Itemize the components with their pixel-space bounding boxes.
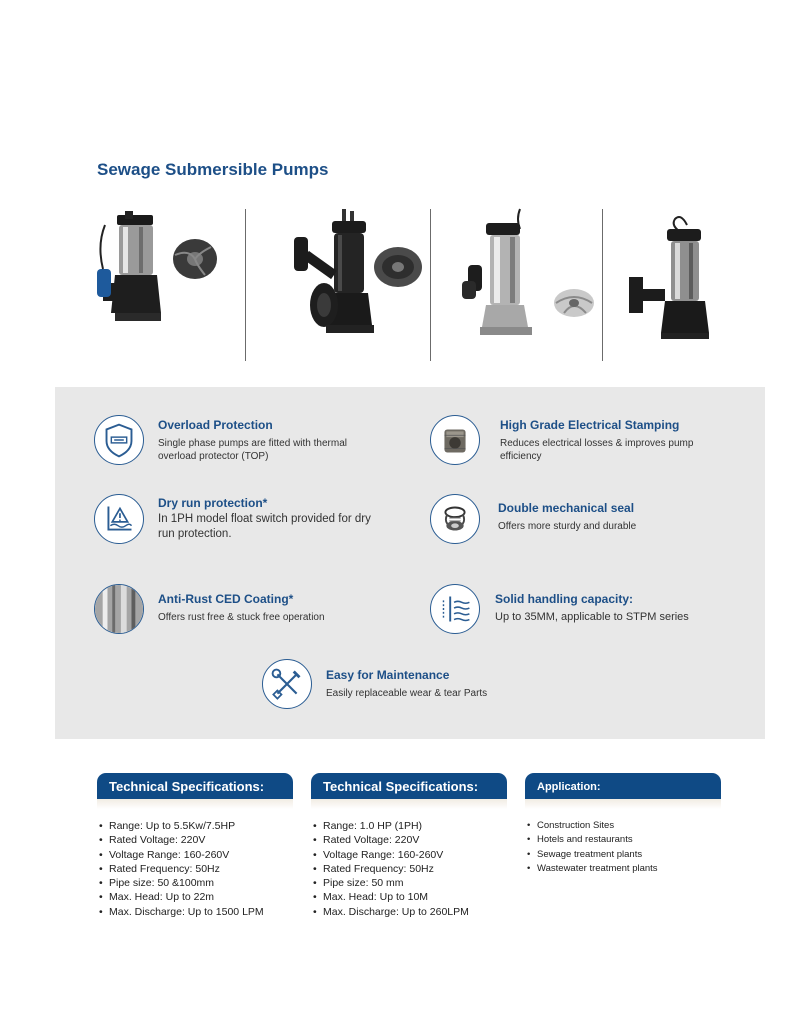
list-item: • Range: 1.0 HP (1PH) [311, 819, 507, 833]
feature-title: Overload Protection [158, 418, 273, 432]
list-item: • Rated Voltage: 220V [97, 833, 293, 847]
spec-card-sewage-pumps [97, 773, 293, 919]
list-item: • Max. Discharge: Up to 1500 LPM [97, 905, 293, 919]
feature-description: Offers rust free & stuck free operation [158, 612, 325, 623]
list-item: • Voltage Range: 160-260V [97, 848, 293, 862]
list-item: • Pipe size: 50 &100mm [97, 876, 293, 890]
spec-heading-shadow [525, 799, 721, 809]
feature-title: Solid handling capacity: [495, 592, 634, 606]
list-item: • Range: Up to 5.5Kw/7.5HP [97, 819, 293, 833]
spec-card-application [525, 773, 721, 876]
list-item: • Max. Head: Up to 10M [311, 890, 507, 904]
list-item: • Rated Voltage: 220V [311, 833, 507, 847]
divider [245, 209, 246, 361]
list-item: • Pipe size: 50 mm [311, 876, 507, 890]
warning-water-level-icon [94, 494, 144, 544]
list-item: • Sewage treatment plants [525, 848, 721, 862]
list-item: • Max. Discharge: Up to 260LPM [311, 905, 507, 919]
spec-card-1hp-pump [311, 773, 507, 919]
divider [430, 209, 431, 361]
spec-list [311, 819, 507, 919]
application-list [525, 819, 721, 876]
divider [602, 209, 603, 361]
spec-list [97, 819, 293, 919]
mechanical-seal-icon [430, 494, 480, 544]
feature-description: In 1PH model float switch provided for dry run protection. [158, 513, 371, 540]
steel-surface-icon [94, 584, 144, 634]
feature-title: Dry run protection* [158, 496, 268, 510]
heavy-duty-sewage-pump-icon [280, 205, 430, 363]
features-panel [55, 387, 765, 739]
list-item: • Rated Frequency: 50Hz [311, 862, 507, 876]
feature-title: Easy for Maintenance [326, 668, 450, 682]
shield-icon [94, 415, 144, 465]
feature-description: Offers more sturdy and durable [498, 521, 637, 532]
cutter-pump-icon [615, 205, 725, 363]
spec-heading-shadow [311, 799, 507, 809]
spec-heading: Technical Specifications: [311, 773, 507, 799]
list-item: • Max. Head: Up to 22m [97, 890, 293, 904]
feature-description: Single phase pumps are fitted with thermal overload protector (TOP) [158, 438, 347, 462]
feature-description: Reduces electrical losses & improves pump efficiency [500, 438, 694, 462]
feature-description: Easily replaceable wear & tear Parts [326, 688, 488, 699]
list-item: • Hotels and restaurants [525, 833, 721, 847]
list-item: • Voltage Range: 160-260V [311, 848, 507, 862]
feature-title: High Grade Electrical Stamping [500, 418, 680, 432]
feature-description: Up to 35MM, applicable to STPM series [495, 611, 689, 623]
product-gallery [95, 205, 725, 363]
solid-flow-icon [430, 584, 480, 634]
list-item: • Construction Sites [525, 819, 721, 833]
feature-title: Anti-Rust CED Coating* [158, 592, 294, 606]
feature-title: Double mechanical seal [498, 501, 635, 515]
sewage-pump-with-float-icon [95, 205, 235, 363]
spec-heading: Technical Specifications: [97, 773, 293, 799]
spec-heading-shadow [97, 799, 293, 809]
stainless-steel-pump-icon [450, 205, 600, 363]
spec-heading: Application: [525, 773, 721, 799]
tools-icon [262, 659, 312, 709]
stamping-core-icon [430, 415, 480, 465]
list-item: • Rated Frequency: 50Hz [97, 862, 293, 876]
page-title: Sewage Submersible Pumps [97, 160, 329, 179]
list-item: • Wastewater treatment plants [525, 862, 721, 876]
